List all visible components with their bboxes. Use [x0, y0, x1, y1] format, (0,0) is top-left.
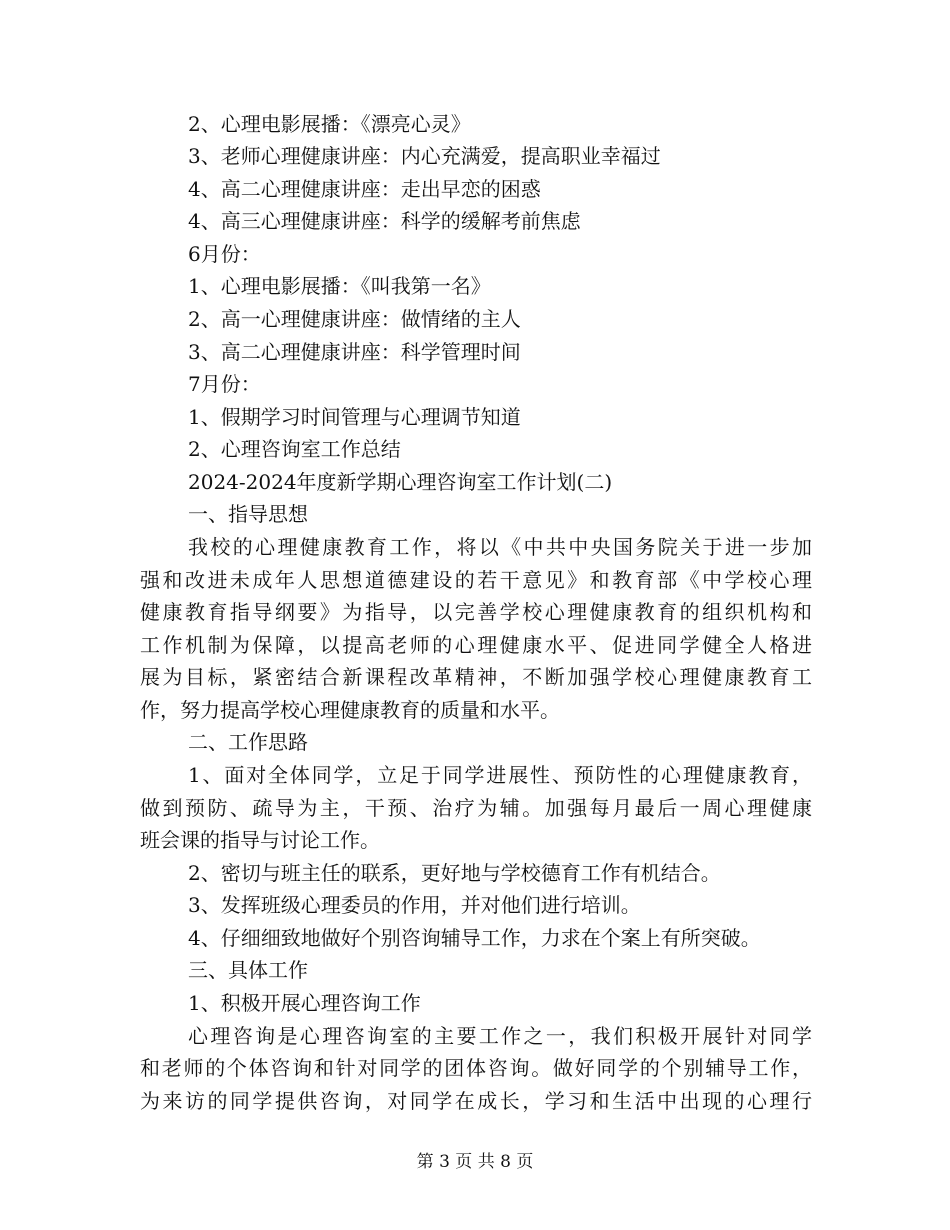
paragraph-line: 健康教育指导纲要》为指导，以完善学校心理健康教育的组织机构和: [140, 600, 812, 624]
text-line: 6月份：: [188, 242, 261, 266]
text-line: 3、高二心理健康讲座：科学管理时间: [188, 340, 521, 364]
text-line: 2、心理电影展播：《漂亮心灵》: [188, 112, 471, 136]
text-line: 4、仔细细致地做好个别咨询辅导工作，力求在个案上有所突破。: [188, 926, 761, 950]
paragraph-line: 心理咨询是心理咨询室的主要工作之一，我们积极开展针对同学: [188, 1024, 812, 1048]
page-footer: 第 3 页 共 8 页: [416, 1152, 534, 1172]
paragraph-line: 班会课的指导与讨论工作。: [140, 828, 380, 852]
text-line: 7月份：: [188, 372, 261, 396]
paragraph-line: 我校的心理健康教育工作，将以《中共中央国务院关于进一步加: [188, 535, 812, 559]
paragraph-line: 做到预防、疏导为主，干预、治疗为辅。加强每月最后一周心理健康: [140, 796, 812, 820]
text-line: 3、老师心理健康讲座：内心充满爱，提高职业幸福过: [188, 144, 661, 168]
heading: 三、具体工作: [188, 958, 308, 982]
heading: 二、工作思路: [188, 730, 308, 754]
text-line: 2、高一心理健康讲座：做情绪的主人: [188, 307, 521, 331]
text-line: 1、假期学习时间管理与心理调节知道: [188, 405, 521, 429]
section-title: 2024-2024年度新学期心理咨询室工作计划(二): [188, 470, 613, 494]
text-line: 1、心理电影展播：《叫我第一名》: [188, 274, 491, 298]
subheading: 1、积极开展心理咨询工作: [188, 991, 421, 1015]
paragraph-line: 工作机制为保障，以提高老师的心理健康水平、促进同学健全人格进: [140, 633, 812, 657]
text-line: 2、密切与班主任的联系，更好地与学校德育工作有机结合。: [188, 861, 721, 885]
heading: 一、指导思想: [188, 502, 308, 526]
paragraph-line: 1、面对全体同学，立足于同学进展性、预防性的心理健康教育，: [188, 763, 812, 787]
paragraph-line: 和老师的个体咨询和针对同学的团体咨询。做好同学的个别辅导工作，: [140, 1056, 812, 1080]
text-line: 2、心理咨询室工作总结: [188, 437, 401, 461]
text-line: 4、高二心理健康讲座：走出早恋的困惑: [188, 177, 541, 201]
paragraph-line: 作，努力提高学校心理健康教育的质量和水平。: [140, 698, 560, 722]
paragraph-line: 强和改进未成年人思想道德建设的若干意见》和教育部《中学校心理: [140, 568, 812, 592]
paragraph-line: 展为目标，紧密结合新课程改革精神，不断加强学校心理健康教育工: [140, 665, 812, 689]
text-line: 4、高三心理健康讲座：科学的缓解考前焦虑: [188, 209, 581, 233]
text-line: 3、发挥班级心理委员的作用，并对他们进行培训。: [188, 893, 641, 917]
paragraph-line: 为来访的同学提供咨询，对同学在成长，学习和生活中出现的心理行: [140, 1089, 812, 1113]
